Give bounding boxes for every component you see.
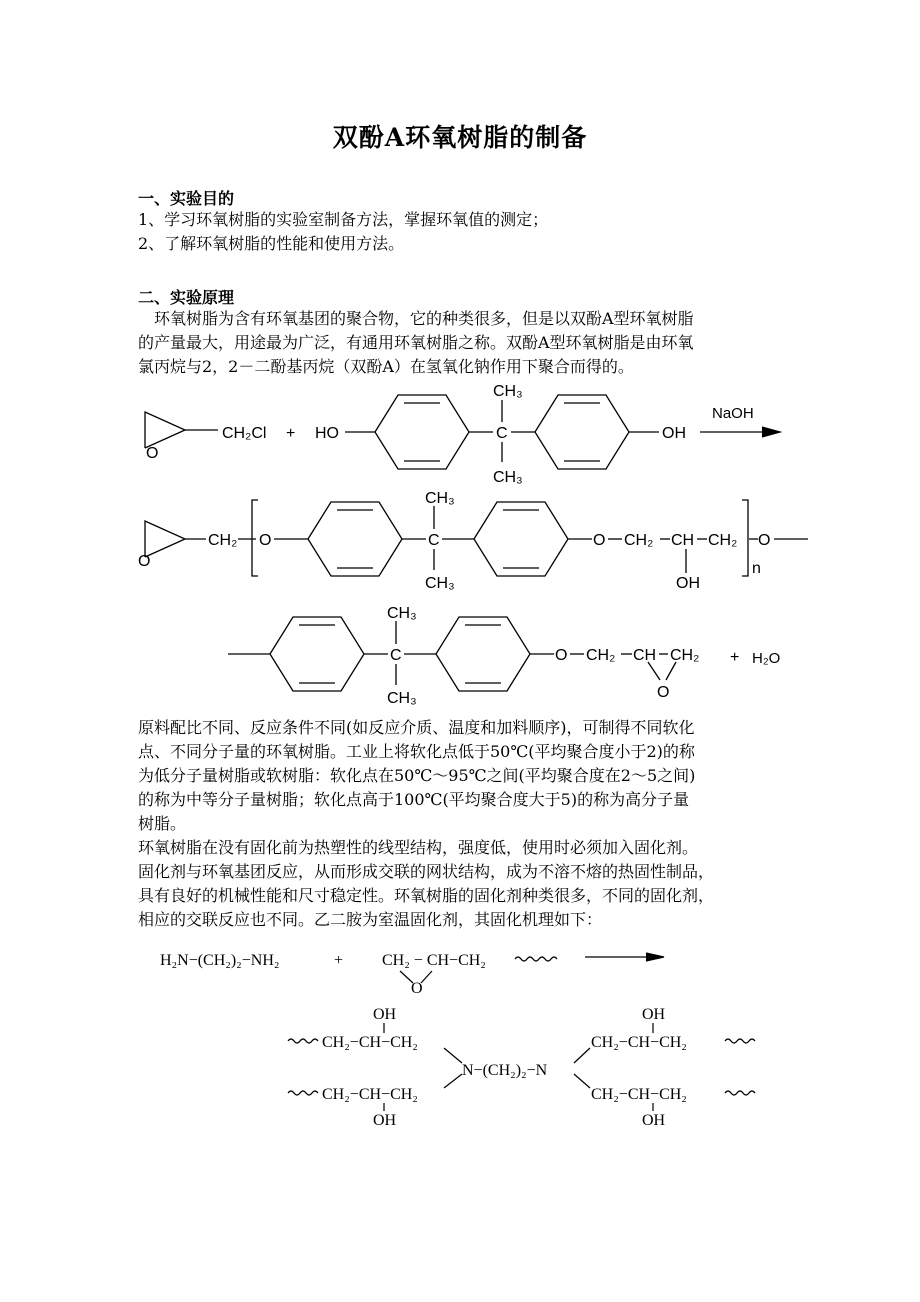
- quaternary-carbon-label: C: [428, 532, 440, 549]
- methyl-label: CH₃: [493, 469, 523, 486]
- hydroxyl-label: OH: [642, 1112, 666, 1129]
- oxygen-label: O: [138, 553, 151, 570]
- epoxide-chain-label: CH₂ − CH−CH₂: [382, 952, 486, 969]
- text-line: 固化剂与环氧基团反应，从而形成交联的网状结构，成为不溶不熔的热固性制品，: [138, 862, 715, 881]
- crosslink-arm-label: CH₂−CH−CH₂: [322, 1034, 418, 1051]
- ethylenediamine-label: H₂N−(CH₂)₂−NH₂: [160, 952, 280, 969]
- crosslink-arm-label: CH₂−CH−CH₂: [591, 1034, 687, 1051]
- text-line: 的产量最大，用途最为广泛，有通用环氧树脂之称。双酚A型环氧树脂是由环氧: [138, 333, 694, 352]
- objective-item: 1、学习环氧树脂的实验室制备方法，掌握环氧值的测定；: [138, 210, 549, 229]
- hydroxyl-label: OH: [373, 1006, 397, 1023]
- catalyst-label: NaOH: [712, 405, 754, 422]
- text-line: 相应的交联反应也不同。乙二胺为室温固化剂，其固化机理如下：: [138, 910, 603, 929]
- plus-sign: +: [730, 649, 740, 666]
- principle-intro: [138, 307, 788, 379]
- quaternary-carbon-label: C: [496, 425, 508, 442]
- text-line: 为低分子量树脂或软树脂：软化点在50℃～95℃之间(平均聚合度在2～5之间): [138, 766, 696, 785]
- paragraph-curing: [138, 836, 788, 932]
- oxygen-label: O: [657, 684, 670, 701]
- plus-sign: +: [286, 425, 296, 442]
- chloromethyl-label: CH₂Cl: [222, 425, 267, 442]
- methyl-label: CH₃: [425, 490, 455, 507]
- synthesis-reaction-scheme: [0, 370, 920, 720]
- methylene-label: CH₂: [586, 647, 616, 664]
- hydroxyl-label: OH: [676, 575, 700, 592]
- text-line: 的称为中等分子量树脂；软化点高于100℃(平均聚合度大于5)的称为高分子量: [138, 790, 690, 809]
- oxygen-label: O: [411, 980, 423, 997]
- page-title: 双酚A环氧树脂的制备: [332, 123, 588, 152]
- oxygen-label: O: [146, 445, 159, 462]
- crosslink-arm-label: CH₂−CH−CH₂: [591, 1086, 687, 1103]
- paragraph-molecular-weight: [138, 716, 788, 836]
- diamine-core-label: N−(CH₂)₂−N: [462, 1062, 548, 1079]
- hydroxyl-label: OH: [373, 1112, 397, 1129]
- methyl-label: CH₃: [425, 575, 455, 592]
- methylene-label: CH₂: [624, 532, 654, 549]
- curing-mechanism-scheme: [0, 935, 920, 1135]
- methyl-label: CH₃: [387, 605, 417, 622]
- oxygen-label: O: [555, 647, 568, 664]
- methyl-label: CH₃: [387, 690, 417, 707]
- text-line: 原料配比不同、反应条件不同(如反应介质、温度和加料顺序)，可制得不同软化: [138, 718, 695, 737]
- oxygen-label: O: [758, 532, 771, 549]
- methylene-label: CH₂: [708, 532, 738, 549]
- hydroxyl-label: OH: [662, 425, 686, 442]
- hydroxyl-label: OH: [642, 1006, 666, 1023]
- methine-label: CH: [633, 647, 657, 664]
- crosslink-arm-label: CH₂−CH−CH₂: [322, 1086, 418, 1103]
- oxygen-label: O: [593, 532, 606, 549]
- text-line: 点、不同分子量的环氧树脂。工业上将软化点低于50℃(平均聚合度小于2)的称: [138, 742, 695, 761]
- water-label: H₂O: [752, 650, 781, 667]
- section-heading-objectives: 一、实验目的: [138, 189, 235, 208]
- text-line: 环氧树脂在没有固化前为热塑性的线型结构，强度低，使用时必须加入固化剂。: [138, 838, 699, 857]
- text-line: 氯丙烷与2，2－二酚基丙烷（双酚A）在氢氧化钠作用下聚合而得的。: [138, 357, 634, 376]
- methylene-label: CH₂: [670, 647, 700, 664]
- methylene-label: CH₂: [208, 532, 238, 549]
- text-line: 环氧树脂为含有环氧基团的聚合物，它的种类很多，但是以双酚A型环氧树脂: [138, 309, 694, 328]
- repeat-unit-n: n: [752, 560, 761, 577]
- hydroxyl-label: HO: [315, 425, 339, 442]
- methine-label: CH: [671, 532, 695, 549]
- oxygen-label: O: [259, 532, 272, 549]
- plus-sign: +: [334, 952, 344, 969]
- text-line: 具有良好的机械性能和尺寸稳定性。环氧树脂的固化剂种类很多，不同的固化剂，: [138, 886, 715, 905]
- objective-item: 2、了解环氧树脂的性能和使用方法。: [138, 234, 405, 253]
- text-line: 树脂。: [138, 814, 187, 833]
- section-heading-principle: 二、实验原理: [138, 288, 235, 307]
- quaternary-carbon-label: C: [390, 647, 402, 664]
- methyl-label: CH₃: [493, 383, 523, 400]
